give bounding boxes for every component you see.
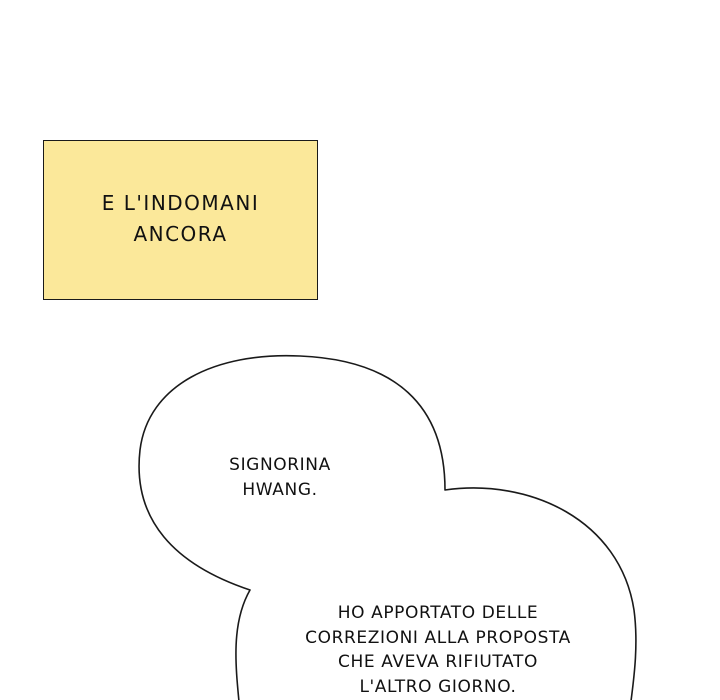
speech-line: CORREZIONI ALLA PROPOSTA — [305, 627, 571, 648]
speech-line: HWANG. — [242, 479, 318, 500]
speech-line: HO APPORTATO DELLE — [337, 603, 539, 623]
speech-bubble-first-text — [225, 453, 335, 502]
caption-line: ANCORA — [133, 222, 228, 246]
speech-line: SIGNORINA — [229, 455, 331, 475]
speech-line: L'ALTRO GIORNO. — [359, 676, 517, 697]
caption-line: E L'INDOMANI — [101, 191, 260, 215]
speech-bubble-second-text — [283, 601, 593, 699]
speech-line: CHE AVEVA RIFIUTATO — [338, 652, 538, 672]
